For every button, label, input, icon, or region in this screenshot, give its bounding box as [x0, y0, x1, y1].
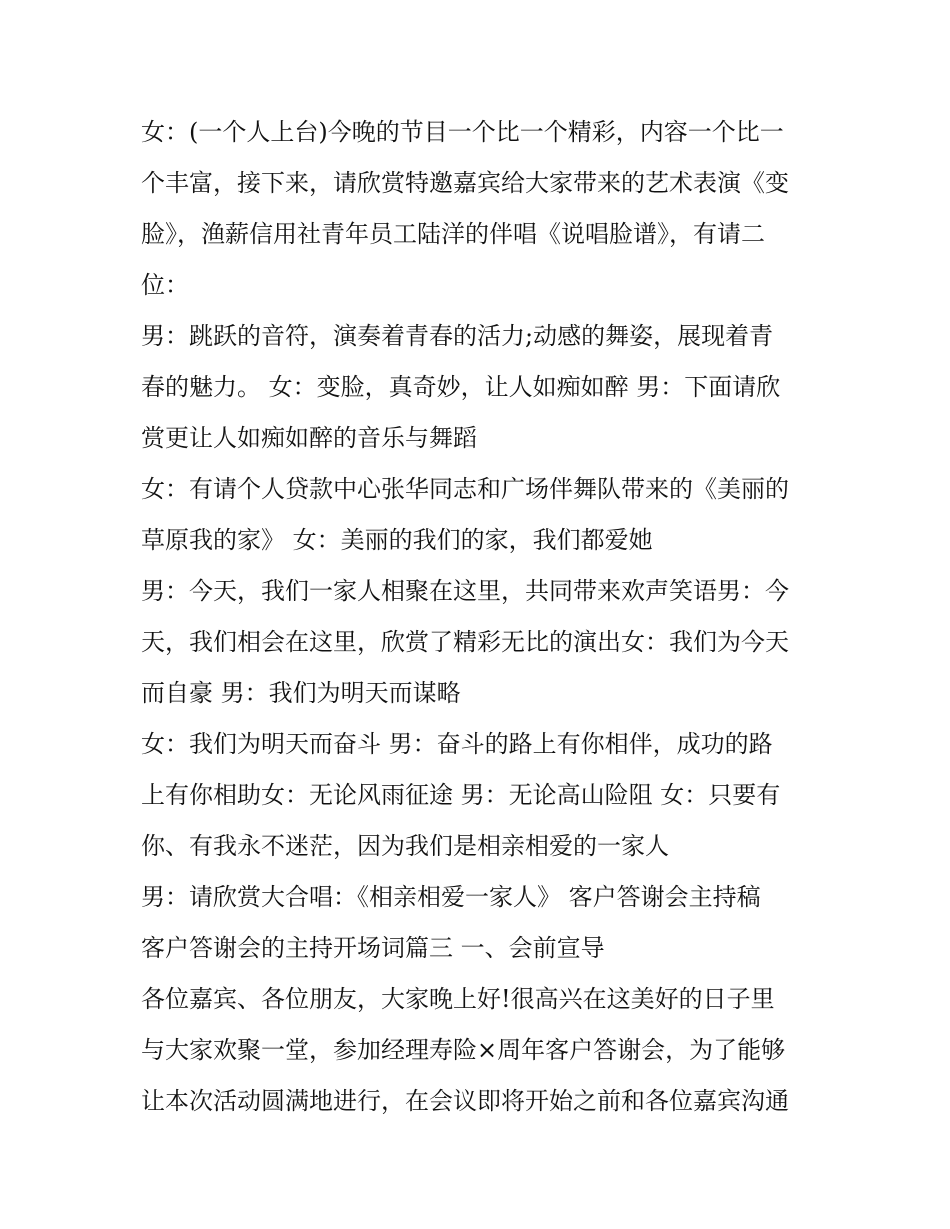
text-line-17: 客户答谢会的主持开场词篇三 一、会前宣导	[141, 934, 605, 962]
text-line-14: 上有你相助女：无论风雨征途 男：无论高山险阻 女：只要有	[141, 781, 781, 809]
text-line-13: 女：我们为明天而奋斗 男：奋斗的路上有你相伴，成功的路	[141, 730, 773, 758]
text-line-9: 草原我的家》 女：美丽的我们的家，我们都爱她	[141, 526, 653, 554]
text-line-16: 男：请欣赏大合唱：《相亲相爱一家人》 客户答谢会主持稿	[141, 883, 761, 911]
text-line-1: 女：(一个人上台)今晚的节目一个比一个精彩，内容一个比一	[141, 118, 784, 146]
text-line-11: 天，我们相会在这里，欣赏了精彩无比的演出女：我们为今天	[141, 628, 789, 656]
text-line-7: 赏更让人如痴如醉的音乐与舞蹈	[141, 424, 477, 452]
text-line-8: 女：有请个人贷款中心张华同志和广场伴舞队带来的《美丽的	[141, 475, 789, 503]
text-line-2: 个丰富，接下来，请欣赏特邀嘉宾给大家带来的艺术表演《变	[141, 169, 789, 197]
text-line-3: 脸》，渔薪信用社青年员工陆洋的伴唱《说唱脸谱》，有请二	[141, 220, 765, 248]
text-line-10: 男：今天，我们一家人相聚在这里，共同带来欢声笑语男：今	[141, 577, 789, 605]
text-line-20: 让本次活动圆满地进行，在会议即将开始之前和各位嘉宾沟通	[141, 1087, 789, 1115]
document-body	[141, 107, 821, 1127]
text-line-6: 春的魅力。 女：变脸，真奇妙，让人如痴如醉 男：下面请欣	[141, 373, 781, 401]
text-line-19: 与大家欢聚一堂，参加经理寿险×周年客户答谢会，为了能够	[141, 1036, 786, 1064]
text-line-12: 而自豪 男：我们为明天而谋略	[141, 679, 461, 707]
text-line-15: 你、有我永不迷茫，因为我们是相亲相爱的一家人	[141, 832, 669, 860]
text-line-4: 位：	[141, 271, 189, 299]
text-line-5: 男：跳跃的音符，演奏着青春的活力;动感的舞姿，展现着青	[141, 322, 774, 350]
text-line-18: 各位嘉宾、各位朋友，大家晚上好!很高兴在这美好的日子里	[141, 985, 775, 1013]
